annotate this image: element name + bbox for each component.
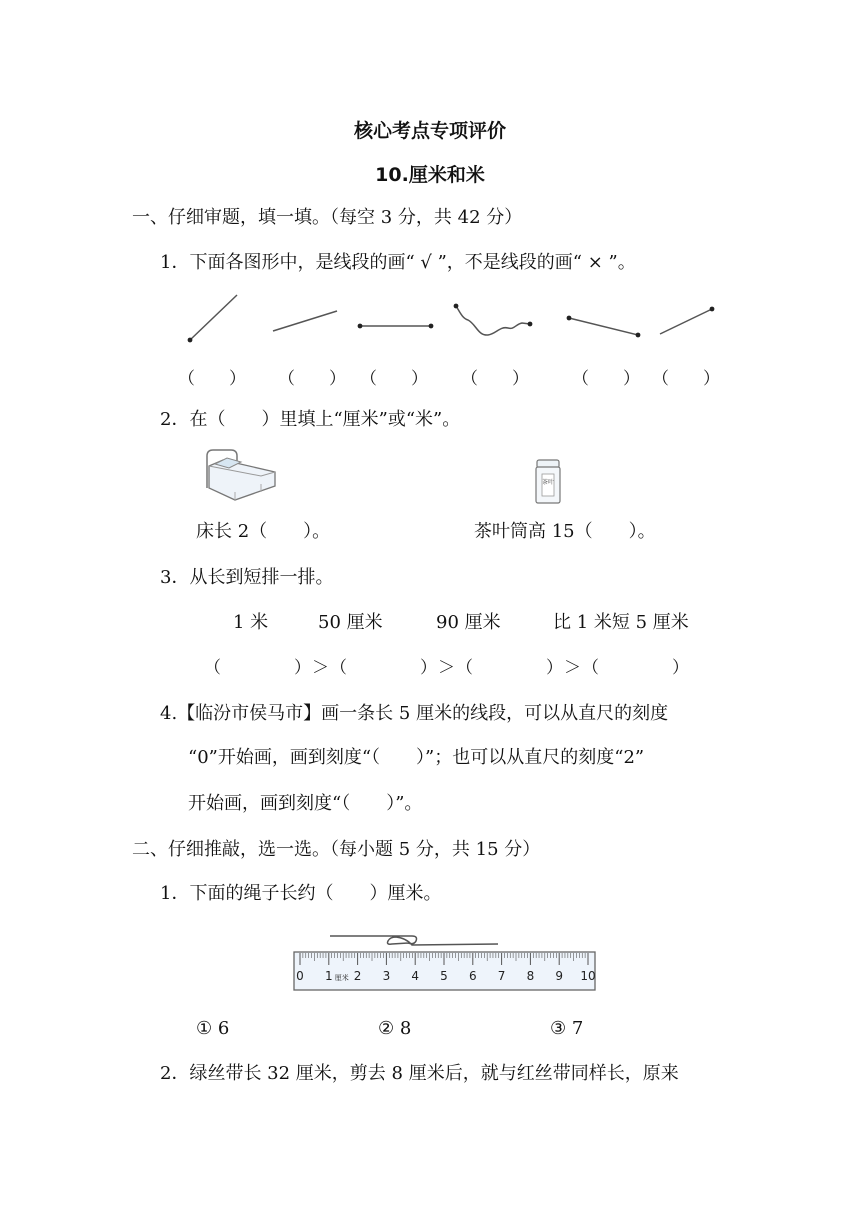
q1-text: 1．下面各图形中，是线段的画“ √ ”，不是线段的画“ × ”。 xyxy=(160,252,636,273)
ruler-label: 3 xyxy=(382,969,391,983)
ruler-label: 1 xyxy=(324,969,333,983)
q4-line3: 开始画，画到刻度“（ ）”。 xyxy=(188,793,423,814)
ruler-label: 8 xyxy=(526,969,535,983)
s2-q2-text: 2．绿丝带长 32 厘米，剪去 8 厘米后，就与红丝带同样长，原来 xyxy=(160,1063,679,1084)
ruler-label: 6 xyxy=(468,969,477,983)
ruler-label: 4 xyxy=(411,969,420,983)
answer-blank-6[interactable]: （ ） xyxy=(652,369,720,389)
bed-length-label: 床长 2（ ）。 xyxy=(196,521,331,542)
section1-heading: 一、仔细审题，填一填。（每空 3 分，共 42 分） xyxy=(132,207,523,228)
length-item-2: 50 厘米 xyxy=(318,612,383,633)
ruler-label: 10 xyxy=(580,969,596,983)
q1-figures xyxy=(0,290,860,350)
length-item-4: 比 1 米短 5 厘米 xyxy=(553,612,689,633)
ruler-label: 9 xyxy=(555,969,564,983)
s2-q1-text: 1．下面的绳子长约（ ）厘米。 xyxy=(160,883,442,904)
ruler-label: 2 xyxy=(353,969,362,983)
ruler-label: 0 xyxy=(296,969,304,983)
ordering-blanks[interactable]: （ ）＞（ ）＞（ ）＞（ ） xyxy=(204,658,690,678)
figure-segment-1 xyxy=(358,324,434,329)
option-2[interactable]: ② 8 xyxy=(378,1018,412,1039)
ruler-unit-label: 厘米 xyxy=(334,974,349,982)
q3-text: 3．从长到短排一排。 xyxy=(160,567,334,588)
figure-ray-1 xyxy=(188,295,237,342)
option-3[interactable]: ③ 7 xyxy=(550,1018,584,1039)
q4-line1: 4.【临汾市侯马市】画一条长 5 厘米的线段，可以从直尺的刻度 xyxy=(160,703,669,724)
length-item-1: 1 米 xyxy=(233,612,269,633)
page-title: 核心考点专项评价 xyxy=(353,120,506,142)
bed-image xyxy=(201,448,281,504)
figure-ray-2 xyxy=(660,307,714,334)
length-item-3: 90 厘米 xyxy=(436,612,501,633)
answer-blank-4[interactable]: （ ） xyxy=(461,369,529,389)
answer-blank-5[interactable]: （ ） xyxy=(572,369,640,389)
figure-curve xyxy=(454,304,533,335)
rope-ruler-figure xyxy=(288,926,608,998)
section2-heading: 二、仔细推敲，选一选。（每小题 5 分，共 15 分） xyxy=(132,839,541,860)
answer-blank-1[interactable]: （ ） xyxy=(178,369,246,389)
option-1[interactable]: ① 6 xyxy=(196,1018,230,1039)
rope xyxy=(330,936,498,945)
page-subtitle: 10.厘米和米 xyxy=(375,164,485,186)
tea-can-text: 茶叶 xyxy=(541,479,555,486)
q4-line2: “0”开始画，画到刻度“（ ）”；也可以从直尺的刻度“2” xyxy=(188,747,645,768)
ruler-label: 5 xyxy=(440,969,448,983)
ruler-label: 7 xyxy=(497,969,506,983)
q2-text: 2．在（ ）里填上“厘米”或“米”。 xyxy=(160,409,461,430)
tea-can-height-label: 茶叶筒高 15（ ）。 xyxy=(474,521,656,542)
figure-segment-2 xyxy=(567,316,641,338)
answer-blank-2[interactable]: （ ） xyxy=(278,369,346,389)
answer-blank-3[interactable]: （ ） xyxy=(360,369,428,389)
figure-line xyxy=(273,311,337,331)
tea-can-image xyxy=(534,458,562,506)
